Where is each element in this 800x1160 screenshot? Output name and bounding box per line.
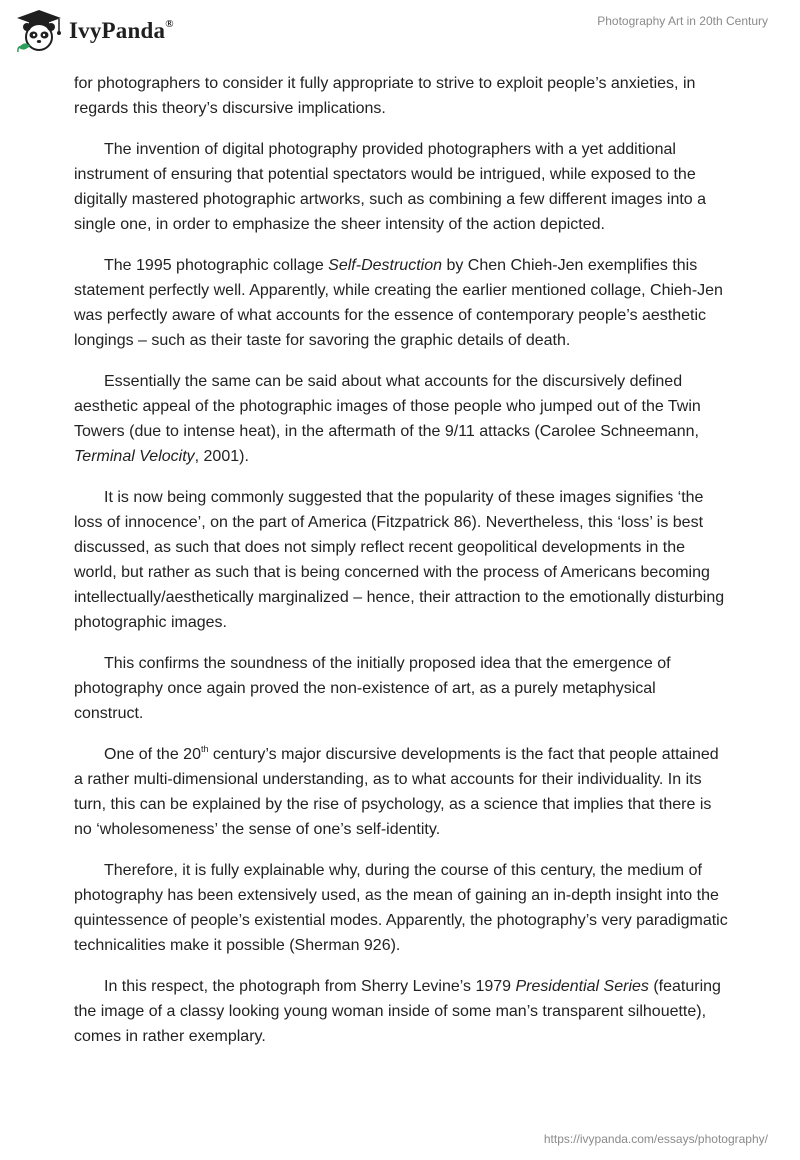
artwork-title: Self-Destruction (328, 257, 442, 274)
essay-body (74, 71, 728, 1065)
ivypanda-logo[interactable] (15, 8, 174, 54)
panda-graduate-icon (15, 8, 63, 54)
paragraph-1: for photographers to consider it fully appropriate to strive to exploit people’s anxieties, in regards this theory’s discursive implications. (74, 75, 696, 117)
paragraph-3: The 1995 photographic collage Self-Destruction by Chen Chieh-Jen exemplifies this statement perfectly well. Apparently, while creating the earlier mentioned collage, Chieh-Jen was perfectly aware of what accounts for the essence of contemporary people’s aesthetic longings – such as their taste for savoring the graphic details of death. (74, 257, 723, 349)
paragraph-6: This confirms the soundness of the initially proposed idea that the emergence of photography once again proved the non-existence of art, as a purely metaphysical construct. (74, 655, 671, 722)
paragraph-2: The invention of digital photography provided photographers with a yet additional instrument of ensuring that potential spectators would be intrigued, while exposed to the digitally mastered photographic artworks, such as combining a few different images into a single one, in order to emphasize the sheer intensity of the action depicted. (74, 141, 707, 233)
paragraph-7: One of the 20th century’s major discursive developments is the fact that people attained a rather multi-dimensional understanding, as to what accounts for their individuality. In its turn, this can be explained by the rise of psychology, as a science that implies that there is no ‘wholesomeness’ the sense of one’s self-identity. (74, 743, 719, 838)
source-url[interactable]: https://ivypanda.com/essays/photography/ (543, 1132, 768, 1146)
paragraph-4: Essentially the same can be said about what accounts for the discursively defined aesthetic appeal of the photographic images of those people who jumped out of the Twin Towers (due to intense heat), in the aftermath of the 9/11 attacks (Carolee Schneemann, Terminal Velocity, 2001). (74, 373, 701, 465)
paragraph-8: Therefore, it is fully explainable why, during the course of this century, the medium of photography has been extensively used, as the mean of gaining an in-depth insight into the quintessence of people’s existential modes. Apparently, the photography’s very paradigmatic technicalities make it possible (Sherman 926). (74, 862, 728, 954)
document-title: Photography Art in 20th Century (597, 14, 768, 28)
artwork-title: Presidential Series (515, 978, 649, 995)
brand-name: IvyPanda® (69, 18, 174, 43)
artwork-title: Terminal Velocity (74, 448, 195, 465)
paragraph-9: In this respect, the photograph from Sherry Levine’s 1979 Presidential Series (featuring the image of a classy looking young woman inside of some man’s transparent silhouette), comes in rather exemplary. (74, 978, 721, 1045)
paragraph-5: It is now being commonly suggested that the popularity of these images signifies ‘the loss of innocence’, on the part of America (Fitzpatrick 86). Nevertheless, this ‘loss’ is best discussed, as such that does not simply reflect recent geopolitical developments in the world, but rather as such that is being concerned with the process of Americans becoming intellectually/aesthetically marginalized – hence, their attraction to the emotionally disturbing photographic images. (74, 489, 725, 631)
page-header (0, 0, 800, 70)
